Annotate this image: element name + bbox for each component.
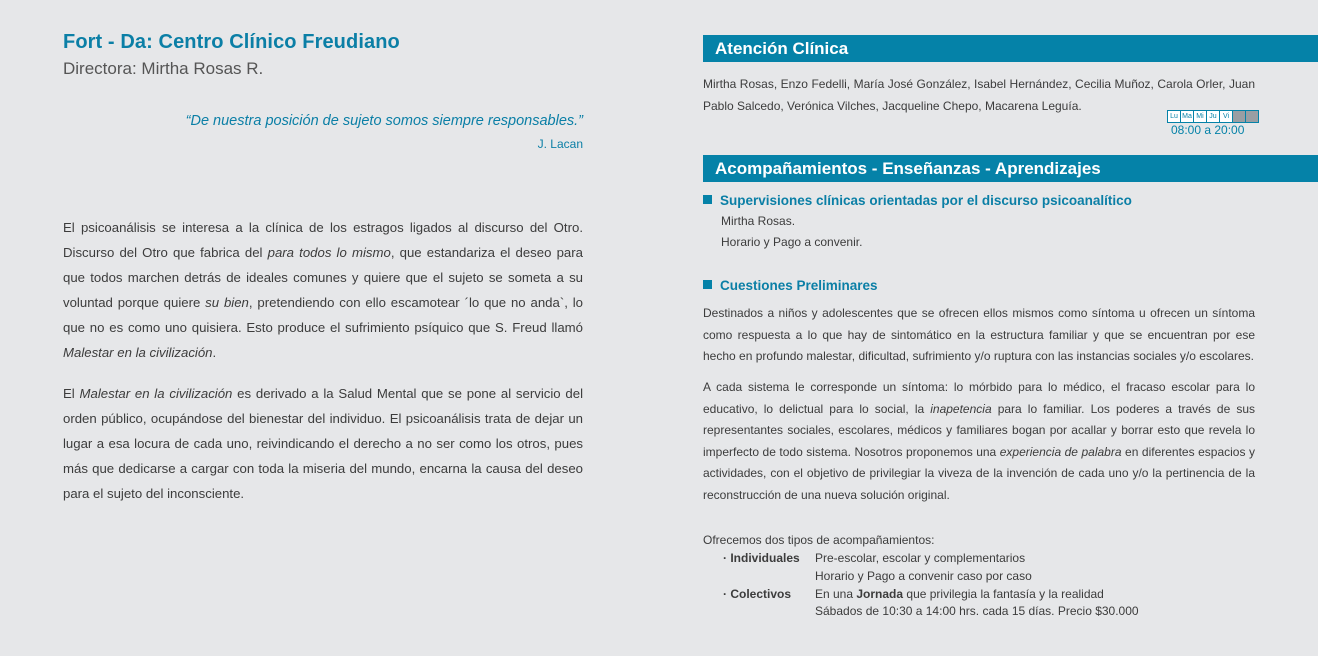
opening-hours: 08:00 a 20:00 [1171, 123, 1245, 137]
subheading-cuestiones [703, 278, 878, 293]
day-cell: Ju [1207, 111, 1220, 122]
day-cell: Ma [1181, 111, 1194, 122]
intro-paragraph-2 [63, 381, 583, 506]
day-cell: Mi [1194, 111, 1207, 122]
offer-intro: Ofrecemos dos tipos de acompañamientos: [703, 533, 935, 547]
day-cell: Vi [1220, 111, 1233, 122]
page-title: Fort - Da: Centro Clínico Freudiano [63, 31, 400, 53]
subheading-supervisiones [703, 193, 1132, 208]
preliminares-paragraph-1 [703, 303, 1255, 368]
text-run: El psicoanálisis se interesa a la clínica de los estragos ligados al discurso del Otro. Discurso del Otro que fabrica del [63, 220, 583, 260]
emphasized-text: Malestar en la civilización [63, 345, 213, 360]
text-run: en diferentes espacios y actividades, con el objetivo de privilegiar la viveza de la invención de cada uno y/o la pertinencia de la reconstrucción de una nueva solución original. [703, 444, 1255, 502]
text-run: En una [815, 587, 857, 601]
supervision-terms: Horario y Pago a convenir. [721, 235, 863, 249]
offer-type-individuales: · Individuales [723, 551, 800, 565]
offer-detail: Sábados de 10:30 a 14:00 hrs. cada 15 días. Precio $30.000 [815, 604, 1139, 618]
offer-detail: Horario y Pago a convenir caso por caso [815, 569, 1032, 583]
director-line: Directora: Mirtha Rosas R. [63, 59, 264, 78]
text-run: Destinados a niños y adolescentes que se ofrecen ellos mismos como síntoma u ofrecen un síntoma como respuesta a lo que hay de sintomático en la estructura familiar y que se encuentran por ese hecho en profundo malestar, dificultad, sufrimiento y/o ruptura con las instancias sociales y/o escolares. [703, 306, 1255, 364]
bold-text: Jornada [856, 587, 904, 601]
offer-type-colectivos: · Colectivos [723, 587, 792, 601]
square-bullet-icon [703, 280, 712, 289]
emphasized-text: experiencia de palabra [999, 444, 1122, 459]
offer-detail: Pre-escolar, escolar y complementarios [815, 551, 1026, 565]
emphasized-text: inapetencia [930, 401, 992, 416]
subheading-text: Supervisiones clínicas orientadas por el discurso psicoanalítico [720, 193, 1132, 208]
lacan-quote: “De nuestra posición de sujeto somos siempre responsables.” [185, 113, 583, 129]
subheading-text: Cuestiones Preliminares [720, 278, 878, 293]
intro-paragraph-1 [63, 215, 583, 365]
text-run: El [63, 386, 80, 401]
emphasized-text: Malestar en la civilización [79, 386, 233, 401]
offer-detail [815, 587, 1104, 601]
text-run: es derivado a la Salud Mental que se pone al servicio del orden público, ocupándose del bienestar del individuo. El psicoanálisis trata de dejar un lugar a esa locura de cada uno, reivindicando el derecho a no ser como los otros, pues más que dedicarse a cargar con toda la miseria del mundo, encarna la causa del deseo para el sujeto del inconsciente. [63, 386, 583, 501]
right-page [659, 0, 1318, 656]
text-run: , que estandariza el deseo para que todos marchen detrás de ideales comunes y quiere que el sujeto se someta a su voluntad porque quiere [63, 245, 583, 310]
text-run: A cada sistema le corresponde un síntoma: lo mórbido para lo médico, el fracaso escolar para lo educativo, lo delictual para lo social, la [703, 380, 1255, 416]
day-cell: Lu [1168, 111, 1181, 122]
section-header-acompanamientos: Acompañamientos - Enseñanzas - Aprendizajes [703, 155, 1318, 182]
text-run: que privilegia la fantasía y la realidad [903, 587, 1104, 601]
square-bullet-icon [703, 195, 712, 204]
supervisor-name: Mirtha Rosas. [721, 214, 796, 228]
day-cell-closed [1246, 111, 1258, 122]
quote-author: J. Lacan [537, 137, 583, 151]
emphasized-text: para todos lo mismo [267, 245, 391, 260]
emphasized-text: su bien [205, 295, 249, 310]
team-list: Mirtha Rosas, Enzo Fedelli, María José González, Isabel Hernández, Cecilia Muñoz, Carola Orler, Juan Pablo Salcedo, Verónica Vilches, Jacqueline Chepo, Macarena Leguía. [703, 77, 1255, 113]
text-run: para lo familiar. Los poderes a través de sus representantes sociales, escolares, médicos y familiares bogan por acallar y borrar esto que revela lo imperfecto de todo sistema. Nosotros proponemos una [703, 401, 1255, 459]
text-run: . [212, 345, 217, 360]
weekday-schedule [1167, 110, 1259, 123]
preliminares-paragraph-2 [703, 377, 1255, 507]
text-run: , pretendiendo con ello escamotear ´lo que no anda`, lo que no es como uno quisiera. Esto produce el sufrimiento psíquico que S. Freud llamó [63, 295, 583, 335]
section-header-atencion: Atención Clínica [703, 35, 1318, 62]
day-cell-closed [1233, 111, 1246, 122]
